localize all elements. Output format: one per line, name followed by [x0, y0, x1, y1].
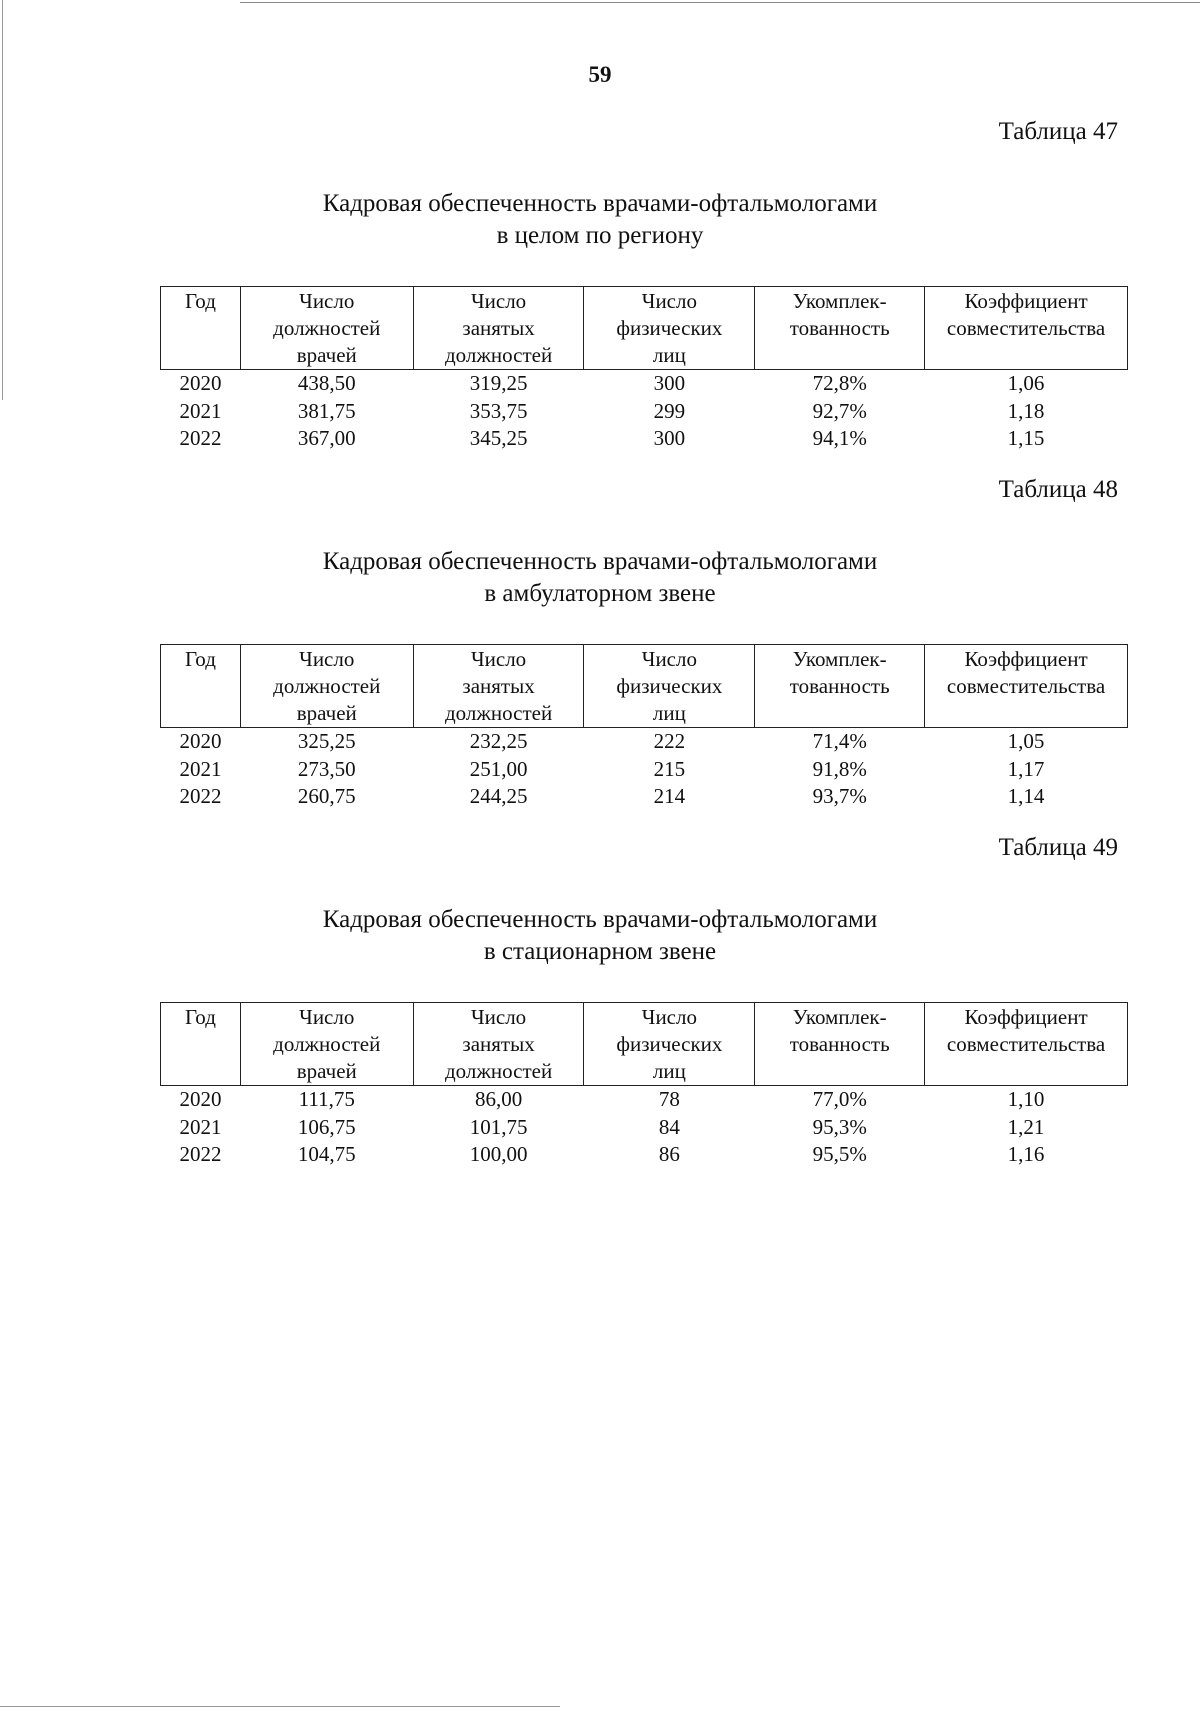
- data-table: [160, 286, 1128, 453]
- table-title-line1: Кадровая обеспеченность врачами-офтальмологами: [322, 548, 878, 575]
- table-cell: 1,17: [1007, 756, 1045, 781]
- scan-edge-top: [240, 2, 1200, 3]
- table-cell: 100,00: [469, 1142, 528, 1166]
- column-header-line: Укомплек-: [792, 647, 887, 671]
- column-header-line: Год: [185, 289, 216, 313]
- column-header: [413, 645, 584, 728]
- column-header-line: совместительства: [946, 1032, 1106, 1056]
- column-header: [240, 287, 413, 370]
- table-cell: 1,05: [1007, 729, 1045, 753]
- column-header: [161, 645, 241, 728]
- column-header-line: должностей: [444, 1059, 553, 1083]
- column-header: [925, 645, 1128, 728]
- column-header: [584, 645, 755, 728]
- table-cell: 260,75: [297, 784, 356, 808]
- column-header: [413, 287, 584, 370]
- table-cell: 104,75: [297, 1142, 356, 1166]
- table-cell: 325,25: [297, 729, 356, 753]
- column-header-line: занятых: [462, 1032, 535, 1056]
- table-row: [161, 728, 1128, 756]
- column-header: [161, 1003, 241, 1086]
- column-header-line: Число: [299, 289, 355, 313]
- table-cell: 1,06: [1007, 371, 1045, 395]
- column-header-line: врачей: [296, 701, 357, 725]
- column-header-line: совместительства: [946, 674, 1106, 698]
- column-header: [161, 287, 241, 370]
- column-header-line: врачей: [296, 343, 357, 367]
- column-header-line: занятых: [462, 674, 535, 698]
- table-cell: 1,16: [1007, 1142, 1045, 1166]
- column-header-line: лиц: [652, 701, 686, 725]
- table-cell: 95,3%: [812, 1114, 867, 1139]
- table-title: [0, 188, 1200, 252]
- column-header-line: Число: [299, 1005, 355, 1029]
- column-header-line: должностей: [444, 343, 553, 367]
- table-cell: 381,75: [297, 398, 356, 423]
- table-cell: 367,00: [297, 426, 356, 450]
- column-header: [584, 1003, 755, 1086]
- table-title-line2: в целом по региону: [496, 222, 704, 249]
- column-header-line: Укомплек-: [792, 1005, 887, 1029]
- column-header-line: Число: [470, 1005, 527, 1029]
- table-cell: 214: [653, 784, 686, 808]
- column-header-line: Число: [470, 647, 527, 671]
- table-cell: 300: [653, 371, 686, 395]
- table-cell: 77,0%: [812, 1087, 867, 1111]
- column-header-line: Коэффициент: [964, 289, 1088, 313]
- data-table: [160, 1002, 1128, 1169]
- column-header: [240, 645, 413, 728]
- column-header: [755, 287, 925, 370]
- table-cell: 215: [653, 756, 686, 781]
- table-title-line1: Кадровая обеспеченность врачами-офтальмологами: [322, 906, 878, 933]
- table-cell: 345,25: [469, 426, 528, 450]
- column-header-line: Число: [641, 289, 697, 313]
- table-cell: 86: [658, 1142, 680, 1166]
- table-cell: 273,50: [297, 756, 356, 781]
- table-cell: 353,75: [469, 398, 528, 423]
- table-cell: 1,21: [1007, 1114, 1045, 1139]
- table-row: [161, 398, 1128, 426]
- column-header-line: должностей: [273, 674, 381, 698]
- table-cell: 78: [658, 1087, 680, 1111]
- year-cell: 2020: [179, 729, 222, 753]
- table-cell: 95,5%: [812, 1142, 867, 1166]
- column-header-line: физических: [616, 674, 723, 698]
- year-cell: 2021: [179, 398, 222, 423]
- year-cell: 2020: [179, 1087, 222, 1111]
- year-cell: 2021: [179, 756, 222, 781]
- column-header-line: врачей: [296, 1059, 357, 1083]
- column-header: [925, 1003, 1128, 1086]
- year-cell: 2020: [179, 371, 222, 395]
- table-cell: 106,75: [297, 1114, 356, 1139]
- column-header-line: Число: [641, 1005, 697, 1029]
- year-cell: 2022: [179, 426, 222, 450]
- column-header: [413, 1003, 584, 1086]
- column-header-line: занятых: [462, 316, 535, 340]
- column-header: [755, 645, 925, 728]
- table-cell: 111,75: [298, 1087, 355, 1111]
- column-header-line: должностей: [273, 1032, 381, 1056]
- table-row: [161, 1114, 1128, 1142]
- header-row: [161, 645, 1128, 728]
- scan-edge-bottom: [0, 1706, 560, 1707]
- column-header: [240, 1003, 413, 1086]
- year-cell: 2021: [179, 1114, 222, 1139]
- table-cell: 1,15: [1007, 426, 1045, 450]
- table-cell: 1,14: [1007, 784, 1045, 808]
- table-title-line2: в стационарном звене: [483, 938, 717, 965]
- table-cell: 251,00: [469, 756, 528, 781]
- table-cell: 93,7%: [812, 784, 867, 808]
- year-cell: 2022: [179, 1142, 222, 1166]
- table-cell: 91,8%: [812, 756, 867, 781]
- column-header-line: Число: [470, 289, 527, 313]
- table-label: Таблица 49: [998, 834, 1118, 861]
- table-cell: 300: [653, 426, 686, 450]
- table-cell: 299: [653, 398, 686, 423]
- table-label: Таблица 48: [998, 476, 1118, 503]
- column-header-line: Число: [299, 647, 355, 671]
- column-header-line: Год: [185, 1005, 216, 1029]
- table-label: Таблица 47: [998, 118, 1118, 145]
- column-header-line: лиц: [652, 343, 686, 367]
- table-cell: 319,25: [469, 371, 528, 395]
- table-row: [161, 756, 1128, 784]
- column-header-line: должностей: [444, 701, 553, 725]
- column-header-line: физических: [616, 1032, 723, 1056]
- column-header-line: совместительства: [946, 316, 1106, 340]
- table-row: [161, 1141, 1128, 1169]
- column-header-line: физических: [616, 316, 723, 340]
- table-cell: 232,25: [469, 729, 528, 753]
- column-header-line: Коэффициент: [964, 647, 1088, 671]
- table-cell: 1,18: [1007, 398, 1045, 423]
- table-cell: 92,7%: [812, 398, 867, 423]
- table-cell: 222: [653, 729, 686, 753]
- column-header-line: Коэффициент: [964, 1005, 1088, 1029]
- table-cell: 101,75: [469, 1114, 528, 1139]
- column-header-line: Год: [185, 647, 216, 671]
- column-header: [755, 1003, 925, 1086]
- table-title: [0, 904, 1200, 968]
- data-table: [160, 644, 1128, 811]
- table-cell: 84: [658, 1114, 680, 1139]
- header-row: [161, 1003, 1128, 1086]
- column-header: [925, 287, 1128, 370]
- column-header: [584, 287, 755, 370]
- table-title-line1: Кадровая обеспеченность врачами-офтальмологами: [322, 190, 878, 217]
- column-header-line: должностей: [273, 316, 381, 340]
- table-row: [161, 783, 1128, 811]
- table-cell: 71,4%: [812, 729, 867, 753]
- table-cell: 1,10: [1007, 1087, 1045, 1111]
- table-row: [161, 425, 1128, 453]
- page-number: 59: [588, 62, 612, 87]
- column-header-line: тованность: [789, 316, 890, 340]
- column-header-line: лиц: [652, 1059, 686, 1083]
- table-row: [161, 1086, 1128, 1114]
- table-cell: 86,00: [474, 1087, 523, 1111]
- column-header-line: Число: [641, 647, 697, 671]
- header-row: [161, 287, 1128, 370]
- table-title: [0, 546, 1200, 610]
- table-cell: 244,25: [469, 784, 528, 808]
- column-header-line: тованность: [789, 1032, 890, 1056]
- column-header-line: тованность: [789, 674, 890, 698]
- table-cell: 72,8%: [812, 371, 867, 395]
- table-cell: 438,50: [297, 371, 356, 395]
- year-cell: 2022: [179, 784, 222, 808]
- table-row: [161, 370, 1128, 398]
- table-title-line2: в амбулаторном звене: [484, 580, 716, 607]
- table-cell: 94,1%: [812, 426, 867, 450]
- column-header-line: Укомплек-: [792, 289, 887, 313]
